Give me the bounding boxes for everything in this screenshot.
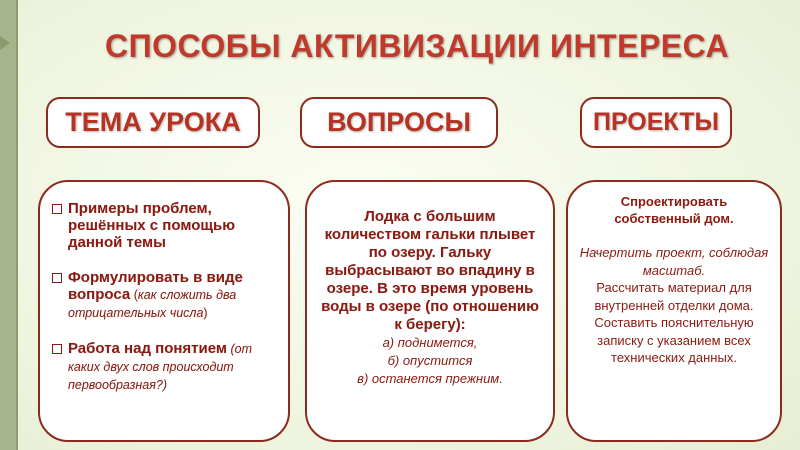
card-questions	[305, 180, 555, 442]
checkbox-bullet-icon	[52, 344, 62, 354]
item-note-close: )	[203, 306, 208, 320]
left-bar-edge	[16, 0, 18, 450]
item-text: Формулировать в виде вопроса	[68, 269, 243, 303]
list-item	[52, 200, 280, 251]
flag-marker	[0, 36, 10, 50]
project-heading: Спроектировать собственный дом.	[614, 194, 734, 226]
card-projects	[566, 180, 782, 442]
project-description	[578, 244, 770, 367]
card-lesson-topic	[38, 180, 290, 442]
header-questions: ВОПРОСЫ	[300, 97, 498, 148]
header-lesson-topic: ТЕМА УРОКА	[46, 97, 260, 148]
checkbox-bullet-icon	[52, 204, 62, 214]
item-note: как сложить два отрицательных числа	[68, 288, 237, 320]
item-text: Примеры проблем, решённых с помощью данной темы	[68, 200, 236, 251]
page-title: СПОСОБЫ АКТИВИЗАЦИИ ИНТЕРЕСА	[105, 28, 730, 64]
left-decorative-bar	[0, 0, 16, 450]
list-item	[52, 340, 280, 394]
answer-option: в) останется прежним.	[357, 371, 503, 386]
answer-option: а) поднимется,	[382, 335, 478, 350]
item-note: (от каких двух слов происходит первообразная?)	[68, 342, 252, 392]
project-line-1: Начертить проект, соблюдая масштаб.	[579, 245, 769, 278]
question-text: Лодка с большим количеством гальки плывет по озеру. Гальку выбрасывают во впадину в озере. В это время уровень воды в озере (по отношению к берегу):	[321, 208, 539, 333]
item-text: Работа над понятием	[68, 340, 227, 357]
project-line-2: Рассчитать материал для внутренней отделки дома. Составить пояснительную записку с указанием всех технических данных.	[594, 280, 754, 365]
checkbox-bullet-icon	[52, 273, 62, 283]
answer-option: б) опустится	[387, 353, 473, 368]
header-projects: ПРОЕКТЫ	[580, 97, 732, 148]
list-item	[52, 269, 280, 322]
item-note-open: (	[130, 288, 138, 302]
